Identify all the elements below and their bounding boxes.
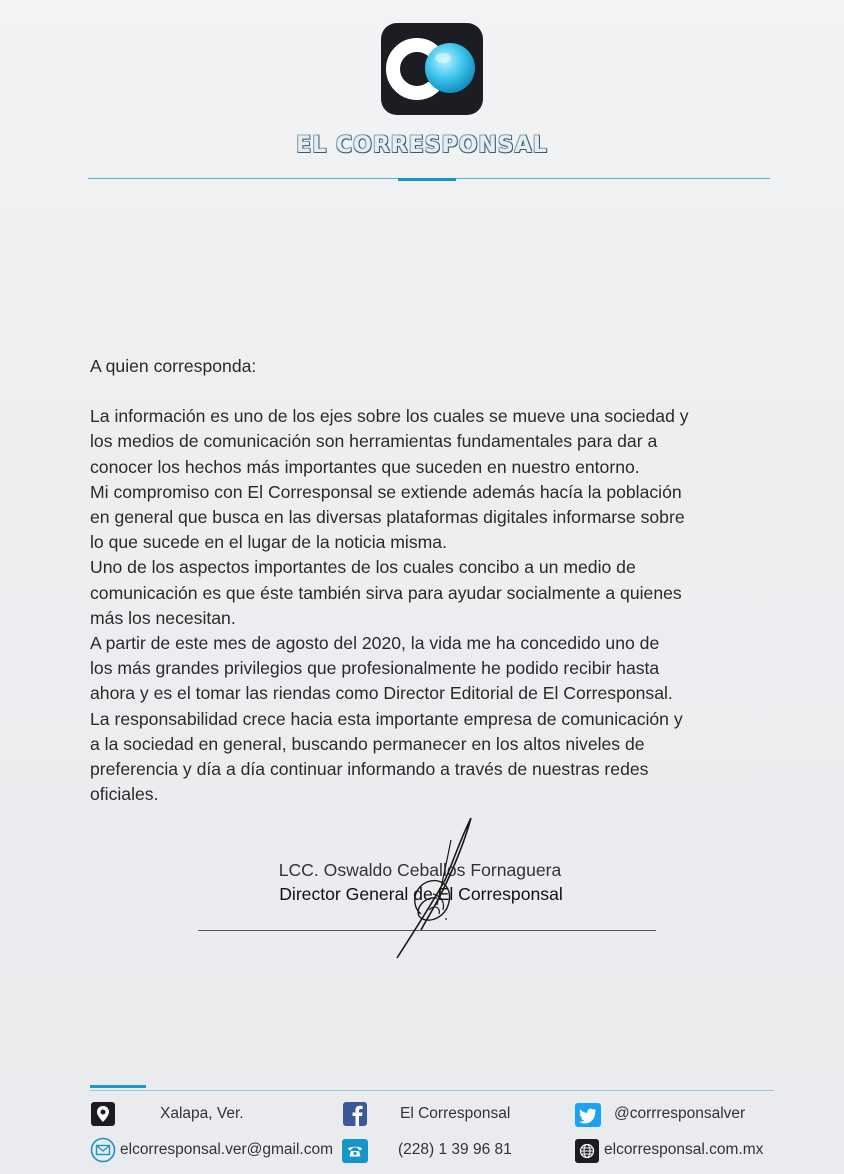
body-line: Uno de los aspectos importantes de los cuales concibo a un medio de [90,557,636,578]
map-pin-icon [90,1101,116,1127]
footer-email[interactable]: elcorresponsal.ver@gmail.com [120,1141,334,1158]
footer-divider [90,1090,774,1091]
body-line: en general que busca en las diversas plataformas digitales informarse sobre [90,507,685,528]
brand-name: EL CORRESPONSAL [296,133,548,158]
body-line: ahora y es el tomar las riendas como Director Editorial de El Corresponsal. [90,683,673,704]
body-line: los medios de comunicación son herramientas fundamentales para dar a [90,431,658,452]
signer-title: Director General de El Corresponsal [279,884,563,904]
header-divider-accent [398,178,456,181]
body-line: La responsabilidad crece hacia esta importante empresa de comunicación y [90,708,683,729]
web-icon [575,1139,599,1163]
letter-body [90,354,770,807]
footer-divider-accent [90,1085,146,1088]
body-line: más los necesitan. [90,607,236,628]
footer-twitter[interactable]: @corrresponsalver [614,1105,746,1122]
body-line: los más grandes privilegios que profesionalmente he podido recibir hasta [90,658,660,679]
body-line: A partir de este mes de agosto del 2020, la vida me ha concedido uno de [90,633,660,654]
footer-location: Xalapa, Ver. [160,1105,244,1122]
signer-name: LCC. Oswaldo Ceballos Fornaguera [278,860,562,880]
body-line: a la sociedad en general, buscando permanecer en los altos niveles de [90,733,645,754]
footer-phone: (228) 1 39 96 81 [398,1141,512,1158]
body-line: La información es uno de los ejes sobre los cuales se mueve una sociedad y [90,406,689,427]
body-line: oficiales. [90,784,159,805]
logo-icon [380,22,484,116]
phone-icon [342,1139,368,1163]
handwritten-signature [385,810,485,965]
body-line: conocer los hechos más importantes que suceden en nuestro entorno. [90,456,640,477]
body-line: lo que sucede en el lugar de la noticia misma. [90,532,447,553]
body-line: Mi compromiso con El Corresponsal se extiende además hacía la población [90,481,682,502]
footer-website[interactable]: elcorresponsal.com.mx [604,1141,764,1158]
body-line: preferencia y día a día continuar informando a través de nuestras redes [90,759,649,780]
twitter-icon[interactable] [575,1103,601,1127]
body-line: comunicación es que éste también sirva para ayudar socialmente a quienes [90,582,682,603]
footer-facebook[interactable]: El Corresponsal [400,1105,511,1122]
email-icon [90,1137,116,1163]
greeting: A quien corresponda: [90,356,257,376]
facebook-icon[interactable] [342,1101,368,1127]
